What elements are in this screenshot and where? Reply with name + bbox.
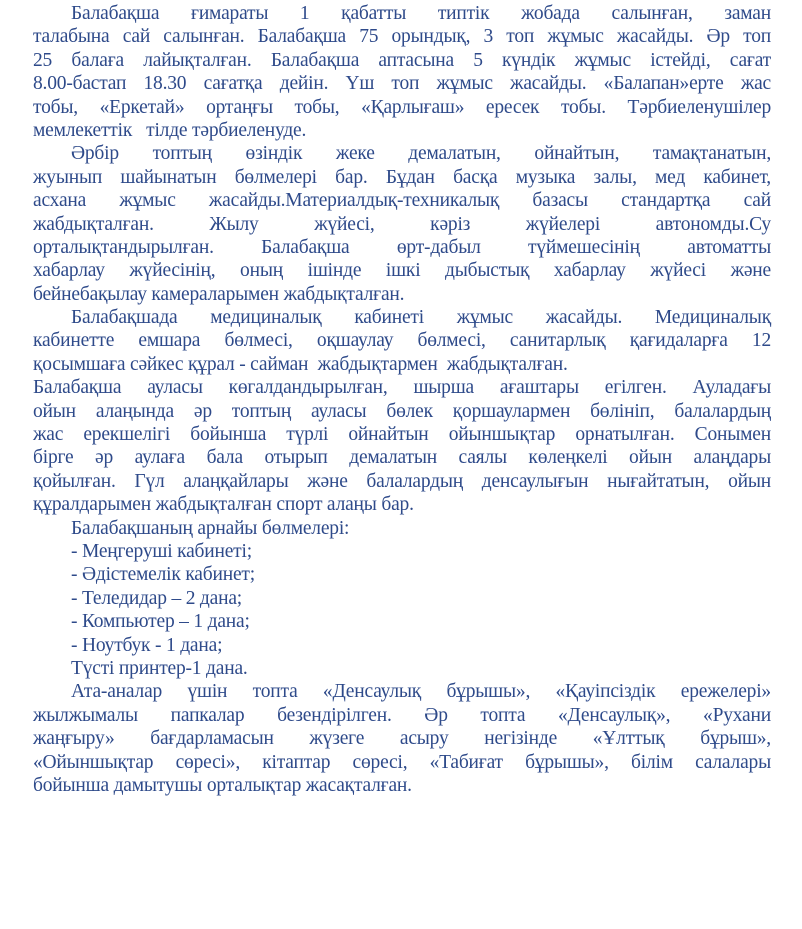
paragraph-rooms (33, 142, 771, 306)
text-line: мемлекеттік тілде тәрбиеленуде. (33, 119, 307, 141)
text-line: асхана жұмыс жасайды.Материалдық-техникалық базасы стандартқа сай (33, 190, 771, 212)
text-line: 8.00-бастап 18.30 сағатқа дейін. Үш топ жұмыс жасайды. «Балапан»ерте жас (33, 73, 771, 95)
rooms-list-item: Түсті принтер-1 дана. (71, 657, 248, 679)
text-line: кабинетте емшара бөлмесі, оқшаулау бөлмесі, санитарлық қағидаларға 12 (33, 330, 771, 352)
text-line: Балабақша ауласы көгалдандырылған, шырша ағаштары егілген. Ауладағы (33, 377, 771, 399)
text-line: ойын алаңында әр топтың ауласы бөлек қоршаулармен бөлініп, балалардың (33, 400, 771, 422)
rooms-heading: Балабақшаның арнайы бөлмелері: (71, 517, 350, 539)
rooms-list-item: - Теледидар – 2 дана; (71, 587, 243, 609)
text-line: Балабақшада медициналық кабинеті жұмыс жасайды. Медициналық (71, 307, 771, 329)
text-line: Әрбір топтың өзіндік жеке демалатын, ойнайтын, тамақтанатын, (71, 143, 771, 165)
text-line: «Ойыншықтар сөресі», кітаптар сөресі, «Табиғат бұрышы», білім салалары (33, 751, 771, 773)
text-line: орталықтандырылған. Балабақша өрт-дабыл түймешесінің автоматты (33, 236, 771, 258)
text-line: талабына сай салынған. Балабақша 75 орындық, 3 топ жұмыс жасайды. Әр топ (33, 26, 771, 48)
text-line: жуынып шайынатын бөлмелері бар. Бұдан басқа музыка залы, мед кабинет, (33, 166, 771, 188)
text-line: құралдарымен жабдықталған спорт алаңы бар. (33, 494, 414, 516)
document-page (33, 2, 771, 797)
paragraph-yard (33, 376, 771, 516)
text-line: жаңғыру» бағдарламасын жүзеге асыру негізінде «Ұлттық бұрыш», (33, 728, 771, 750)
rooms-section (33, 517, 771, 681)
text-line: бойынша дамытушы орталықтар жасақталған. (33, 774, 412, 796)
paragraph-medical (33, 306, 771, 376)
rooms-list-item: - Әдістемелік кабинет; (71, 564, 255, 586)
paragraph-building (33, 2, 771, 142)
text-line: хабарлау жүйесінің, оның ішінде ішкі дыбыстық хабарлау жүйесі және (33, 260, 771, 282)
rooms-list-item: - Меңгеруші кабинеті; (71, 540, 252, 562)
text-line: жас ерекшелігі бойынша түрлі ойнайтын ойыншықтар орнатылған. Сонымен (33, 424, 771, 446)
text-line: жылжымалы папкалар безендірілген. Әр топта «Денсаулық», «Рухани (33, 704, 771, 726)
text-line: бейнебақылау камераларымен жабдықталған. (33, 283, 405, 305)
rooms-list-item: - Ноутбук - 1 дана; (71, 634, 223, 656)
text-line: 25 балаға лайықталған. Балабақша аптасына 5 күндік жұмыс істейді, сағат (33, 49, 771, 71)
text-line: қосымшаға сәйкес құрал - сайман жабдықтармен жабдықталған. (33, 353, 568, 375)
paragraph-centers (33, 680, 771, 797)
text-line: Ата-аналар үшін топта «Денсаулық бұрышы», «Қауіпсіздік ережелері» (71, 681, 771, 703)
text-line: Балабақша ғимараты 1 қабатты типтік жобада салынған, заман (71, 3, 771, 24)
text-line: тобы, «Еркетай» ортаңғы тобы, «Қарлығаш» ересек тобы. Тәрбиеленушілер (33, 96, 771, 118)
text-line: қойылған. Гүл алаңқайлары және балалардың денсаулығын нығайтатын, ойын (33, 470, 771, 492)
rooms-list-item: - Компьютер – 1 дана; (71, 611, 250, 633)
text-line: бірге әр аулаға бала отырып демалатын саялы көлеңкелі ойын алаңдары (33, 447, 771, 469)
text-line: жабдықталған. Жылу жүйесі, кәріз жүйелері автономды.Су (33, 213, 771, 235)
